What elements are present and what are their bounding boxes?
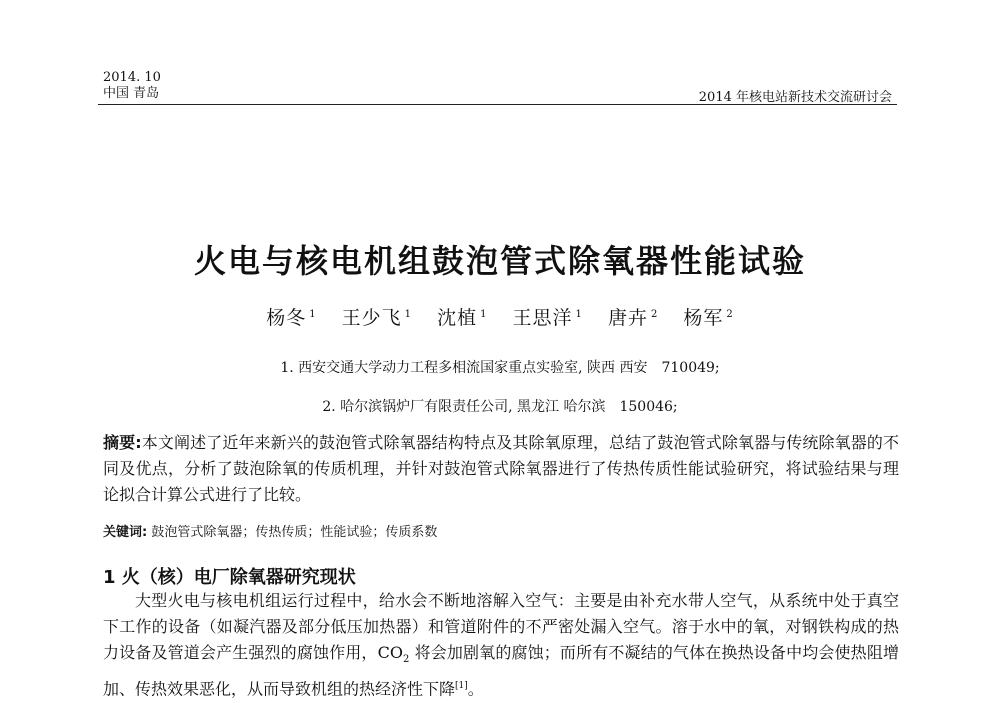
header-location: 中国 青岛 [103,86,160,101]
body-paragraph: 大型火电与核电机组运行过程中，给水会不断地溶解入空气：主要是由补充水带人空气，从系统中处于真空下工作的设备（如凝汽器及部分低压加热器）和管道附件的不严密处漏入空气。溶于水中的氧，对钢铁构成的热力设备及管道会产生强烈的腐蚀作用，$CO_2$ 将会加剧氧的腐蚀；而所有不凝结的气体在换热设备中均会使热阻增加、传热效果恶化，从而导致机组的热经济性下降[1]。 [103,591,899,699]
keywords-label: 关键词: [103,525,148,540]
header-left [103,70,161,102]
citation: [1] [455,681,468,692]
author-list [0,303,1000,330]
abstract [103,430,899,508]
affiliation-1: 1. 西安交通大学动力工程多相流国家重点实验室, 陕西 西安 710049; [280,360,720,376]
header-rule [98,104,897,105]
author: 沈植 $^1$ [437,307,488,329]
author: 杨冬 $^1$ [266,307,317,329]
section-body [103,588,899,703]
author: 杨军 $^2$ [683,307,734,329]
section-heading: 1 火（核）电厂除氧器研究现状 [103,567,356,588]
affiliation-2: 2. 哈尔滨锅炉厂有限责任公司, 黑龙江 哈尔滨 150046; [322,399,678,415]
paper-title: 火电与核电机组鼓泡管式除氧器性能试验 [193,242,806,280]
header-conference: 2014 年核电站新技术交流研讨会 [698,90,892,105]
keywords [103,521,437,540]
author: 王思洋 $^1$ [512,307,583,329]
abstract-label: 摘要: [103,433,142,452]
author: 王少飞 $^1$ [341,307,413,329]
keywords-text: 鼓泡管式除氧器；传热传质；性能试验；传质系数 [151,525,438,540]
abstract-text: 本文阐述了近年来新兴的鼓泡管式除氧器结构特点及其除氧原理，总结了鼓泡管式除氧器与传统除氧器的不同及优点，分析了鼓泡除氧的传质机理，并针对鼓泡管式除氧器进行了传热传质性能试验研究，将试验结果与理论拟合计算公式进行了比较。 [103,433,899,504]
author: 唐卉 $^2$ [607,307,659,329]
header-date: 2014. 10 [103,70,161,85]
